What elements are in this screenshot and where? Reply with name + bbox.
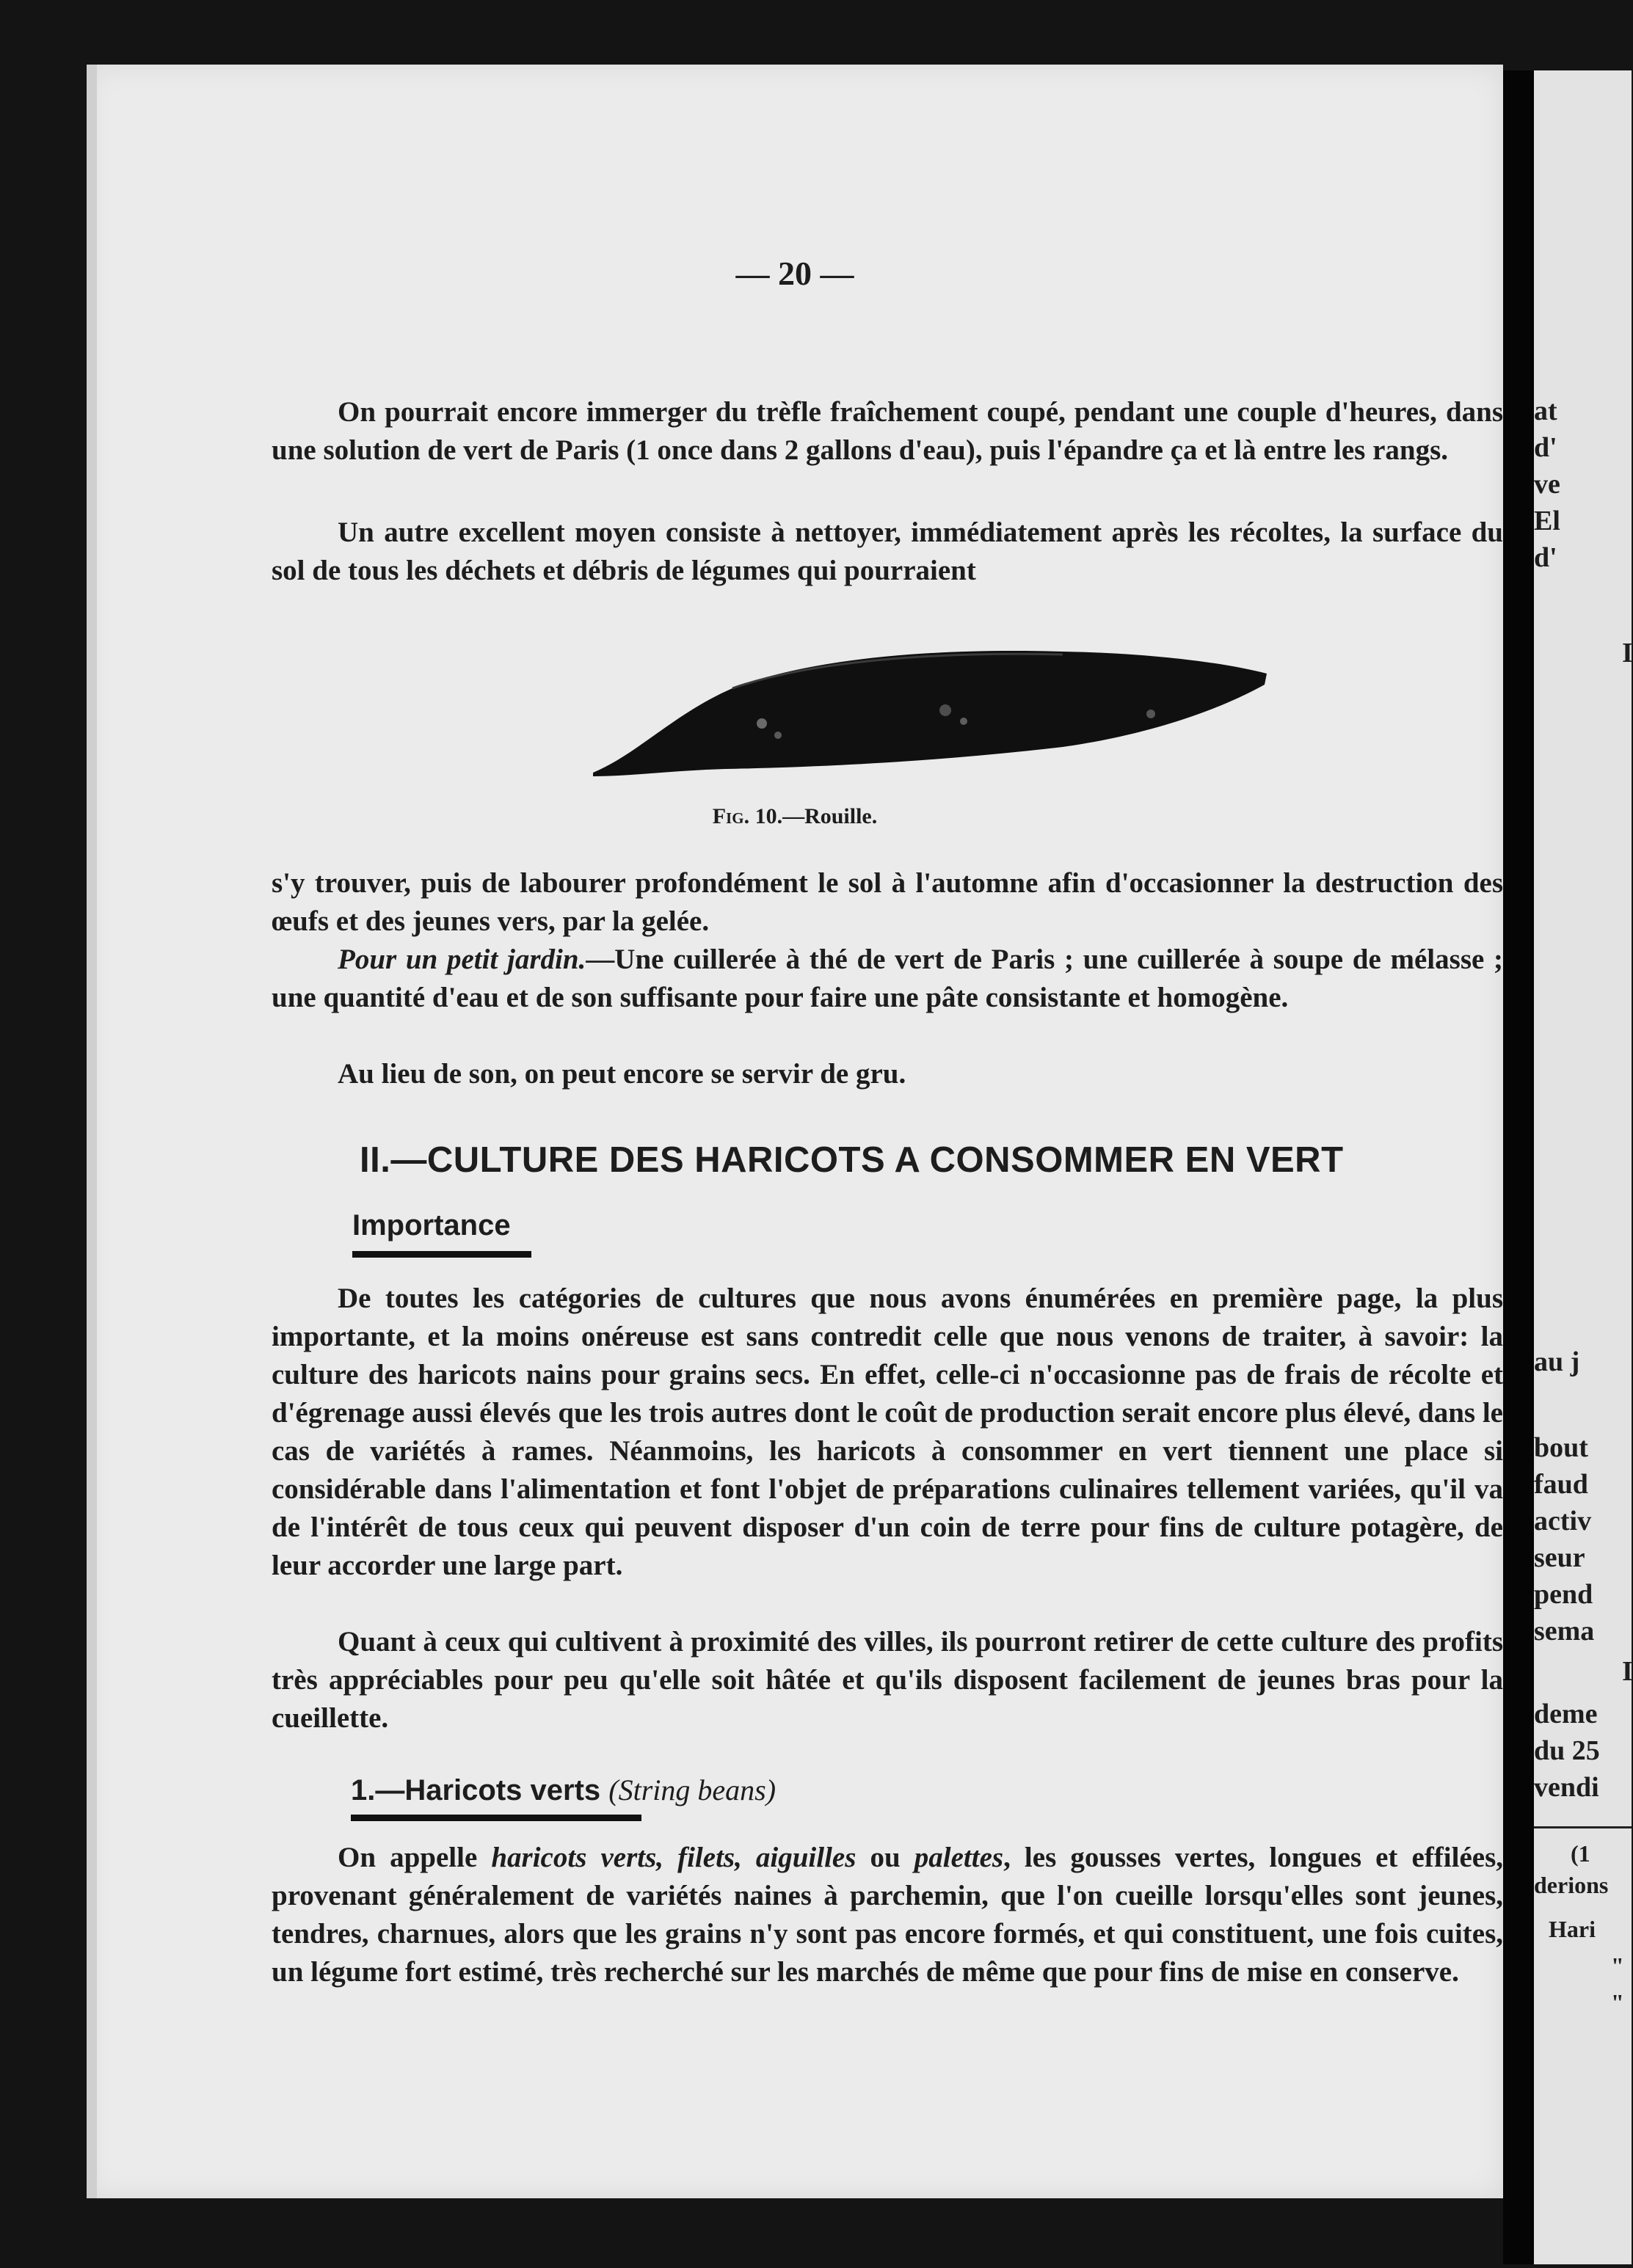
subsection-number: 1.—Haricots verts [351,1774,601,1806]
fragment-text: (1 [1571,1840,1590,1867]
paragraph: Un autre excellent moyen consiste à nettoyer, immédiatement après les récoltes, la surface du sol de tous les déchets et débris de légumes qui pourraient [272,517,1503,586]
caption-title: —Rouille. [782,804,878,828]
paragraph: s'y trouver, puis de labourer profondément le sol à l'automne afin d'occasionner la destruction des œufs et des jeunes vers, par la gelée. [272,867,1503,937]
subsection-english: (String beans) [608,1773,777,1806]
fragment-text: I [1622,638,1633,668]
fragment-text: bout [1534,1432,1588,1463]
fragment-text: " [1611,1952,1624,1979]
fragment-text: du 25 [1534,1735,1600,1766]
page-edge [87,65,97,2198]
bean-pod-figure [593,644,1268,791]
paragraph: On pourrait encore immerger du trèfle fraîchement coupé, pendant une couple d'heures, dans une solution de vert de Paris (1 once dans 2 gallons d'eau), puis l'épandre ça et là entre les rangs. [272,396,1503,466]
italic-term: palettes [914,1842,1004,1873]
figure-caption [87,804,1503,829]
fragment-text: deme [1534,1699,1598,1729]
adjacent-page-fragment [1534,70,1632,2264]
fragment-text: El [1534,506,1560,536]
paragraph: De toutes les catégories de cultures que nous avons énumérées en première page, la plus importante, et la moins onéreuse est sans contredit celle que nous venons de traiter, à savoir: la culture des haricots nains pour grains secs. En effet, celle-ci n'occasionne pas de frais de récolte et d'égrenage aussi élevés que les trois autres dont le coût de production serait encore plus élevé, dans le cas de variétés à rames. Néanmoins, les haricots à consommer en vert tiennent une place si considérable dans l'alimentation et font l'objet de préparations culinaires tellement variées, qu'il va de l'intérêt de tous ceux qui peuvent disposer d'un coin de terre pour fins de culture potagère, de leur accorder une large part. [272,1283,1503,1581]
fragment-text: derions [1534,1872,1609,1898]
page-number: — 20 — [735,255,854,292]
fragment-text: d' [1534,432,1557,463]
fragment-text: activ [1534,1506,1592,1536]
fragment-text: pend [1534,1579,1593,1610]
fragment-text: au j [1534,1346,1580,1377]
subheading-importance: Importance [352,1209,511,1241]
fragment-text: seur [1534,1542,1585,1573]
footnote-rule [1534,1826,1632,1828]
fragment-text: sema [1534,1616,1595,1647]
paragraph [272,941,1503,1017]
fragment-text: faud [1534,1469,1588,1500]
fragment-text: at [1534,395,1557,426]
paragraph-text: —Une cuillerée à thé de vert de Paris ; une cuillerée à soupe de mélasse ; une quantité d'eau et de son suffisante pour faire une pâte consistante et homogène. [272,944,1503,1013]
fragment-text: I [1622,1656,1633,1687]
fragment-text: Hari [1549,1916,1596,1942]
book-gutter [1503,70,1534,2264]
fragment-text: " [1611,1989,1624,2016]
italic-term: haricots verts, filets, aiguilles [491,1842,856,1873]
paragraph [272,1839,1503,1991]
italic-lead: Pour un petit jardin. [338,944,586,975]
heading-underline [351,1815,641,1821]
section-heading: II.—CULTURE DES HARICOTS A CONSOMMER EN VERT [360,1140,1344,1180]
paragraph: Quant à ceux qui cultivent à proximité des villes, ils pourront retirer de cette culture des profits très appréciables pour peu qu'elle soit hâtée et qu'ils disposent facilement de jeunes bras pour la cueillette. [272,1626,1503,1734]
heading-underline [352,1251,531,1258]
paragraph-text: , les gousses vertes, longues et effilées, provenant généralement de variétés naines à parchemin, que l'on cueille lorsqu'elles sont jeunes, tendres, charnues, alors que les grains n'y sont pas encore formés, et qui constituent, une fois cuites, un légume fort estimé, très recherché sur les marchés de même que pour fins de mise en conserve. [272,1842,1504,1988]
fragment-text: d' [1534,542,1557,573]
fragment-text: ve [1534,469,1560,500]
caption-prefix: Fig. 10. [712,804,783,828]
paragraph: Au lieu de son, on peut encore se servir de gru. [338,1058,906,1090]
paragraph-text: ou [856,1842,914,1873]
subsection-heading [351,1773,776,1807]
paragraph-text: On appelle [338,1842,492,1873]
book-page [87,65,1503,2198]
fragment-text: vendi [1534,1772,1599,1803]
